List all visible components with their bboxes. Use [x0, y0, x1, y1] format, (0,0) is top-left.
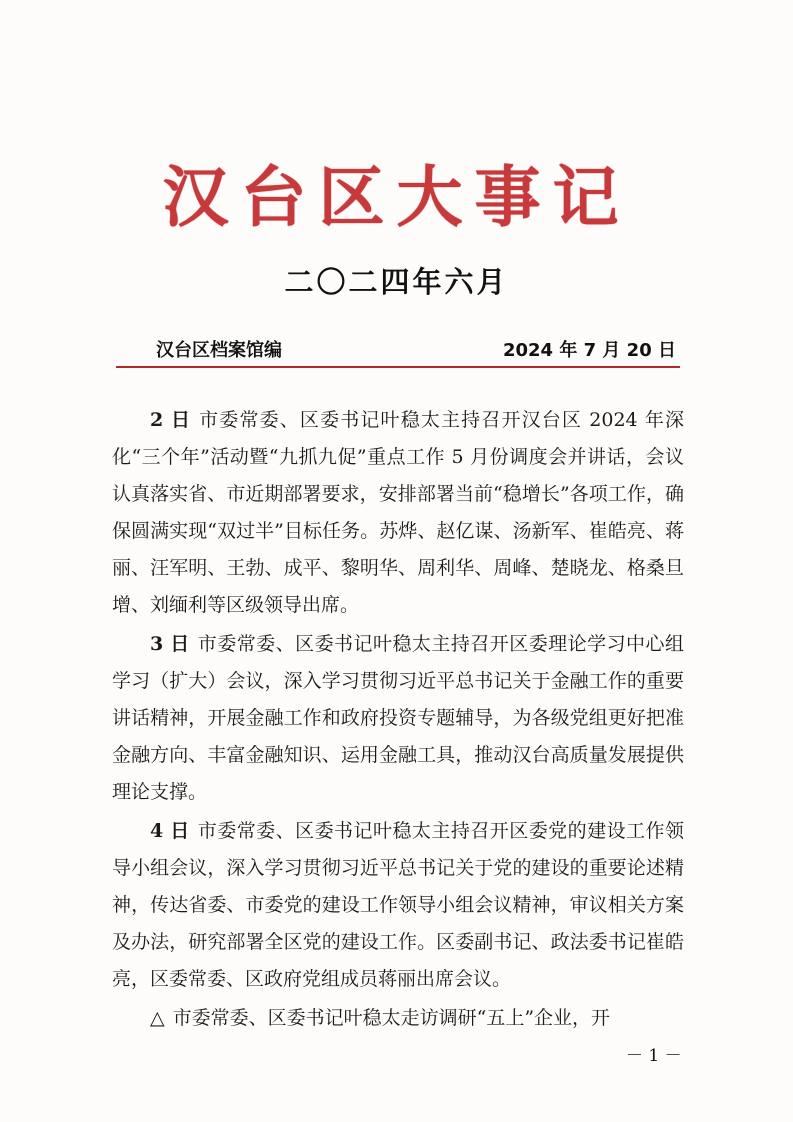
- entry-paragraph: [112, 813, 684, 998]
- compiler-label: 汉台区档案馆编: [156, 340, 282, 361]
- issue-date: 2024 年 7 月 20 日: [502, 340, 676, 361]
- entry-day: △: [150, 1007, 165, 1029]
- document-body: [112, 402, 684, 1039]
- entry-paragraph: [112, 402, 684, 624]
- meta-row: [116, 336, 680, 366]
- entry-text: 市委常委、区委书记叶稳太主持召开区委党的建设工作领导小组会议，深入学习贯彻习近平总书记关于党的建设的重要论述精神，传达省委、市委党的建设工作领导小组会议精神，审议相关方案及办法，研究部署全区党的建设工作。区委副书记、政法委书记崔皓亮，区委常委、区政府党组成员蒋丽出席会议。: [112, 820, 684, 990]
- entry-paragraph: [112, 626, 684, 811]
- entry-text: 市委常委、区委书记叶稳太主持召开汉台区 2024 年深化“三个年”活动暨“九抓九促”重点工作 5 月份调度会并讲话，会议认真落实省、市近期部署要求，安排部署当前“稳增长”各项工作，确保圆满实现“双过半”目标任务。苏烨、赵亿谋、汤新军、崔皓亮、蒋丽、汪军明、王勃、成平、黎明华、周利华、周峰、楚晓龙、格桑旦增、刘缅利等区级领导出席。: [112, 409, 684, 616]
- entry-paragraph: [112, 1000, 684, 1037]
- header-divider: [116, 366, 680, 368]
- entry-day: 4 日: [150, 820, 190, 842]
- entry-text: 市委常委、区委书记叶稳太主持召开区委理论学习中心组学习（扩大）会议，深入学习贯彻习近平总书记关于金融工作的重要讲话精神，开展金融工作和政府投资专题辅导，为各级党组更好把准金融方向、丰富金融知识、运用金融工具，推动汉台高质量发展提供理论支撑。: [112, 633, 684, 803]
- document-title: 汉台区大事记: [162, 159, 631, 236]
- document-period: 二〇二四年六月: [284, 265, 509, 299]
- entry-day: 3 日: [150, 633, 190, 655]
- entry-day: 2 日: [150, 409, 192, 431]
- page-number: － 1 －: [626, 1046, 682, 1066]
- entry-text: 市委常委、区委书记叶稳太走访调研“五上”企业，开: [172, 1007, 611, 1029]
